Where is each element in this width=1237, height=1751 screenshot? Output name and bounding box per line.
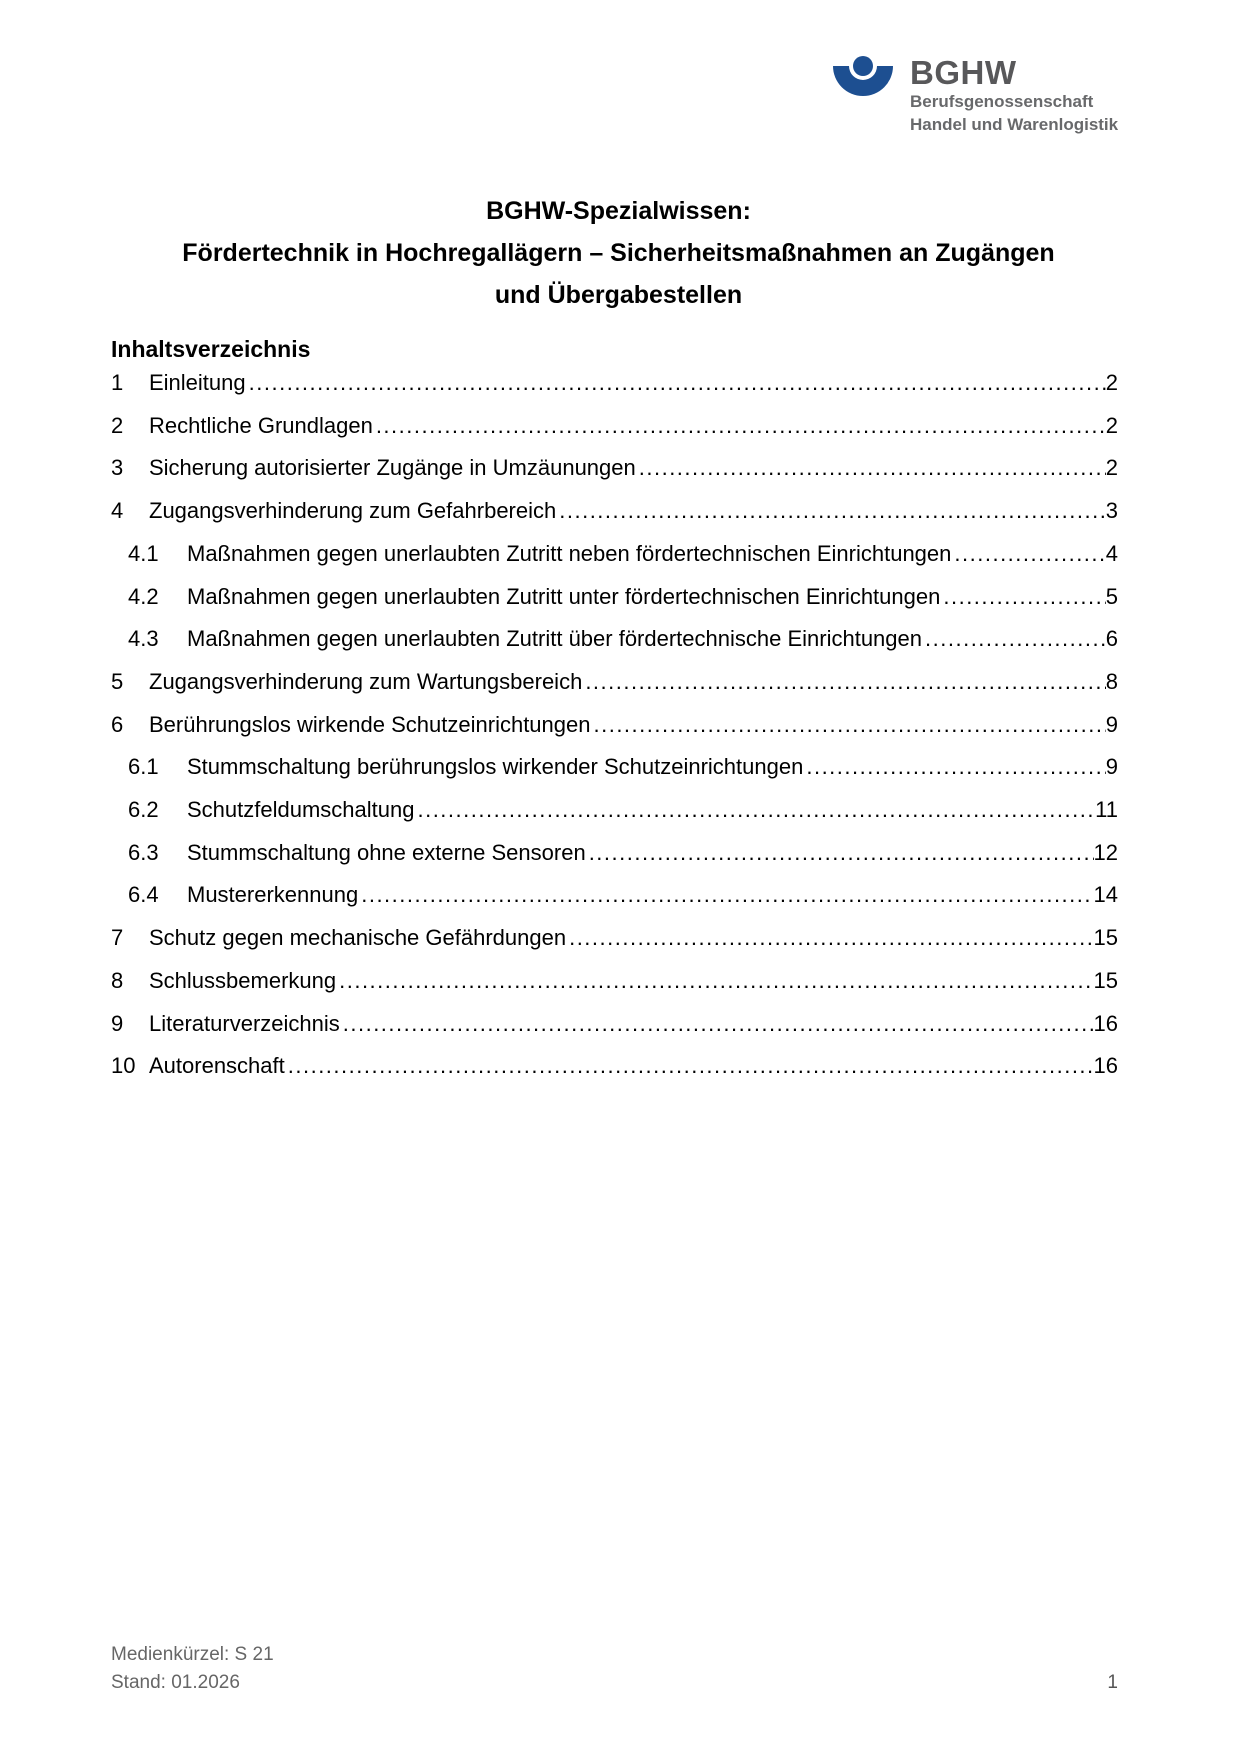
toc-entry-title: Maßnahmen gegen unerlaubten Zutritt über fördertechnische Einrichtungen: [187, 626, 923, 652]
logo-text: [910, 56, 1118, 136]
toc-dotted-leader: [593, 704, 1105, 747]
toc-entry-number: 5: [111, 668, 124, 694]
toc-entry-page: 6: [1105, 626, 1118, 652]
toc-entry-title: Schutzfeldumschaltung: [187, 797, 415, 823]
table-of-contents: [111, 362, 1118, 1088]
toc-entry-page: 9: [1105, 754, 1118, 780]
toc-entry[interactable]: [111, 362, 1118, 405]
bghw-logo: [833, 56, 1118, 136]
toc-dotted-leader: [806, 746, 1105, 789]
toc-entry[interactable]: [111, 746, 1118, 789]
toc-entry-page: 15: [1093, 967, 1118, 993]
toc-entry-number: 2: [111, 412, 124, 438]
toc-entry-title: Berührungslos wirkende Schutzeinrichtungen: [149, 711, 591, 737]
bghw-icon-head: [853, 56, 873, 76]
toc-entry-page: 5: [1105, 583, 1118, 609]
toc-entry-number: 3: [111, 455, 124, 481]
toc-entry-title: Maßnahmen gegen unerlaubten Zutritt unter fördertechnischen Einrichtungen: [187, 583, 941, 609]
toc-dotted-leader: [339, 960, 1093, 1003]
toc-dotted-leader: [376, 405, 1106, 448]
toc-entry-page: 16: [1093, 1010, 1118, 1036]
toc-dotted-leader: [925, 618, 1106, 661]
toc-entry-number: 4.1: [128, 540, 159, 566]
toc-entry-number: 6.3: [128, 839, 159, 865]
toc-entry-page: 14: [1093, 882, 1118, 908]
toc-entry[interactable]: [111, 661, 1118, 704]
document-title-line-1: BGHW-Spezialwissen:: [486, 197, 751, 225]
toc-entry-title: Maßnahmen gegen unerlaubten Zutritt neben fördertechnischen Einrichtungen: [187, 540, 952, 566]
document-title-line-3: und Übergabestellen: [494, 281, 743, 309]
toc-entry[interactable]: [111, 618, 1118, 661]
toc-entry-title: Literaturverzeichnis: [149, 1010, 340, 1036]
toc-dotted-leader: [589, 832, 1094, 875]
toc-entry[interactable]: [111, 1045, 1118, 1088]
toc-dotted-leader: [343, 1003, 1094, 1046]
toc-dotted-leader: [639, 447, 1106, 490]
toc-entry[interactable]: [111, 533, 1118, 576]
toc-dotted-leader: [361, 874, 1093, 917]
toc-entry-page: 9: [1105, 711, 1118, 737]
footer-info: [111, 1641, 274, 1697]
toc-entry[interactable]: [111, 490, 1118, 533]
logo-subline-2: Handel und Warenlogistik: [910, 115, 1119, 134]
toc-dotted-leader: [288, 1045, 1094, 1088]
toc-entry-number: 4.2: [128, 583, 159, 609]
toc-entry-title: Stummschaltung ohne externe Sensoren: [187, 839, 586, 865]
toc-dotted-leader: [585, 661, 1105, 704]
toc-entry-title: Sicherung autorisierter Zugänge in Umzäunungen: [149, 455, 636, 481]
toc-entry-number: 8: [111, 967, 124, 993]
toc-heading: Inhaltsverzeichnis: [111, 336, 311, 362]
toc-entry[interactable]: [111, 704, 1118, 747]
logo-subline-1: Berufsgenossenschaft: [910, 92, 1094, 111]
bghw-person-icon: [833, 56, 893, 96]
toc-entry-page: 2: [1105, 455, 1118, 481]
toc-dotted-leader: [559, 490, 1106, 533]
toc-entry-title: Schutz gegen mechanische Gefährdungen: [149, 925, 567, 951]
toc-entry-number: 6.2: [128, 797, 159, 823]
toc-entry-page: 2: [1105, 370, 1118, 395]
toc-entry-number: 9: [111, 1010, 124, 1036]
toc-entry-page: 16: [1093, 1053, 1118, 1079]
logo-brand: BGHW: [910, 54, 1017, 91]
toc-entry-number: 6.4: [128, 882, 159, 908]
toc-entry-page: 12: [1093, 839, 1118, 865]
toc-entry-title: Schlussbemerkung: [149, 967, 337, 993]
toc-entry[interactable]: [111, 1003, 1118, 1046]
toc-entry-title: Stummschaltung berührungslos wirkender Schutzeinrichtungen: [187, 754, 804, 780]
toc-entry[interactable]: [111, 832, 1118, 875]
toc-entry-title: Zugangsverhinderung zum Wartungsbereich: [149, 668, 583, 694]
toc-entry-number: 6.1: [128, 754, 159, 780]
toc-entry-page: 2: [1105, 412, 1118, 438]
footer-version-date: Stand: 01.2026: [111, 1672, 240, 1693]
toc-entry-number: 4.3: [128, 626, 159, 652]
footer-media-code: Medienkürzel: S 21: [111, 1644, 274, 1665]
toc-entry-title: Zugangsverhinderung zum Gefahrbereich: [149, 498, 557, 524]
document-title-line-2: Fördertechnik in Hochregallägern – Sicherheitsmaßnahmen an Zugängen: [182, 239, 1055, 267]
toc-entry[interactable]: [111, 576, 1118, 619]
toc-dotted-leader: [249, 362, 1106, 405]
toc-entry-number: 6: [111, 711, 124, 737]
footer-page-number: 1: [1107, 1672, 1118, 1693]
toc-entry[interactable]: [111, 789, 1118, 832]
toc-entry[interactable]: [111, 917, 1118, 960]
toc-entry-page: 3: [1105, 498, 1118, 524]
toc-entry-title: Autorenschaft: [149, 1053, 285, 1079]
toc-dotted-leader: [954, 533, 1105, 576]
toc-dotted-leader: [569, 917, 1093, 960]
toc-entry[interactable]: [111, 960, 1118, 1003]
toc-entry[interactable]: [111, 874, 1118, 917]
toc-entry-number: 1: [111, 370, 124, 395]
toc-entry-title: Mustererkennung: [187, 882, 359, 908]
toc-entry[interactable]: [111, 447, 1118, 490]
toc-entry-number: 10: [111, 1053, 136, 1079]
toc-entry-title: Einleitung: [149, 370, 246, 395]
toc-dotted-leader: [943, 576, 1105, 619]
toc-entry-number: 4: [111, 498, 124, 524]
toc-entry-page: 15: [1093, 925, 1118, 951]
toc-dotted-leader: [417, 789, 1095, 832]
toc-entry-title: Rechtliche Grundlagen: [149, 412, 373, 438]
document-title: [0, 190, 1237, 316]
toc-entry[interactable]: [111, 405, 1118, 448]
toc-entry-page: 11: [1095, 797, 1118, 823]
toc-entry-number: 7: [111, 925, 124, 951]
toc-entry-page: 4: [1105, 540, 1118, 566]
toc-entry-page: 8: [1105, 668, 1118, 694]
